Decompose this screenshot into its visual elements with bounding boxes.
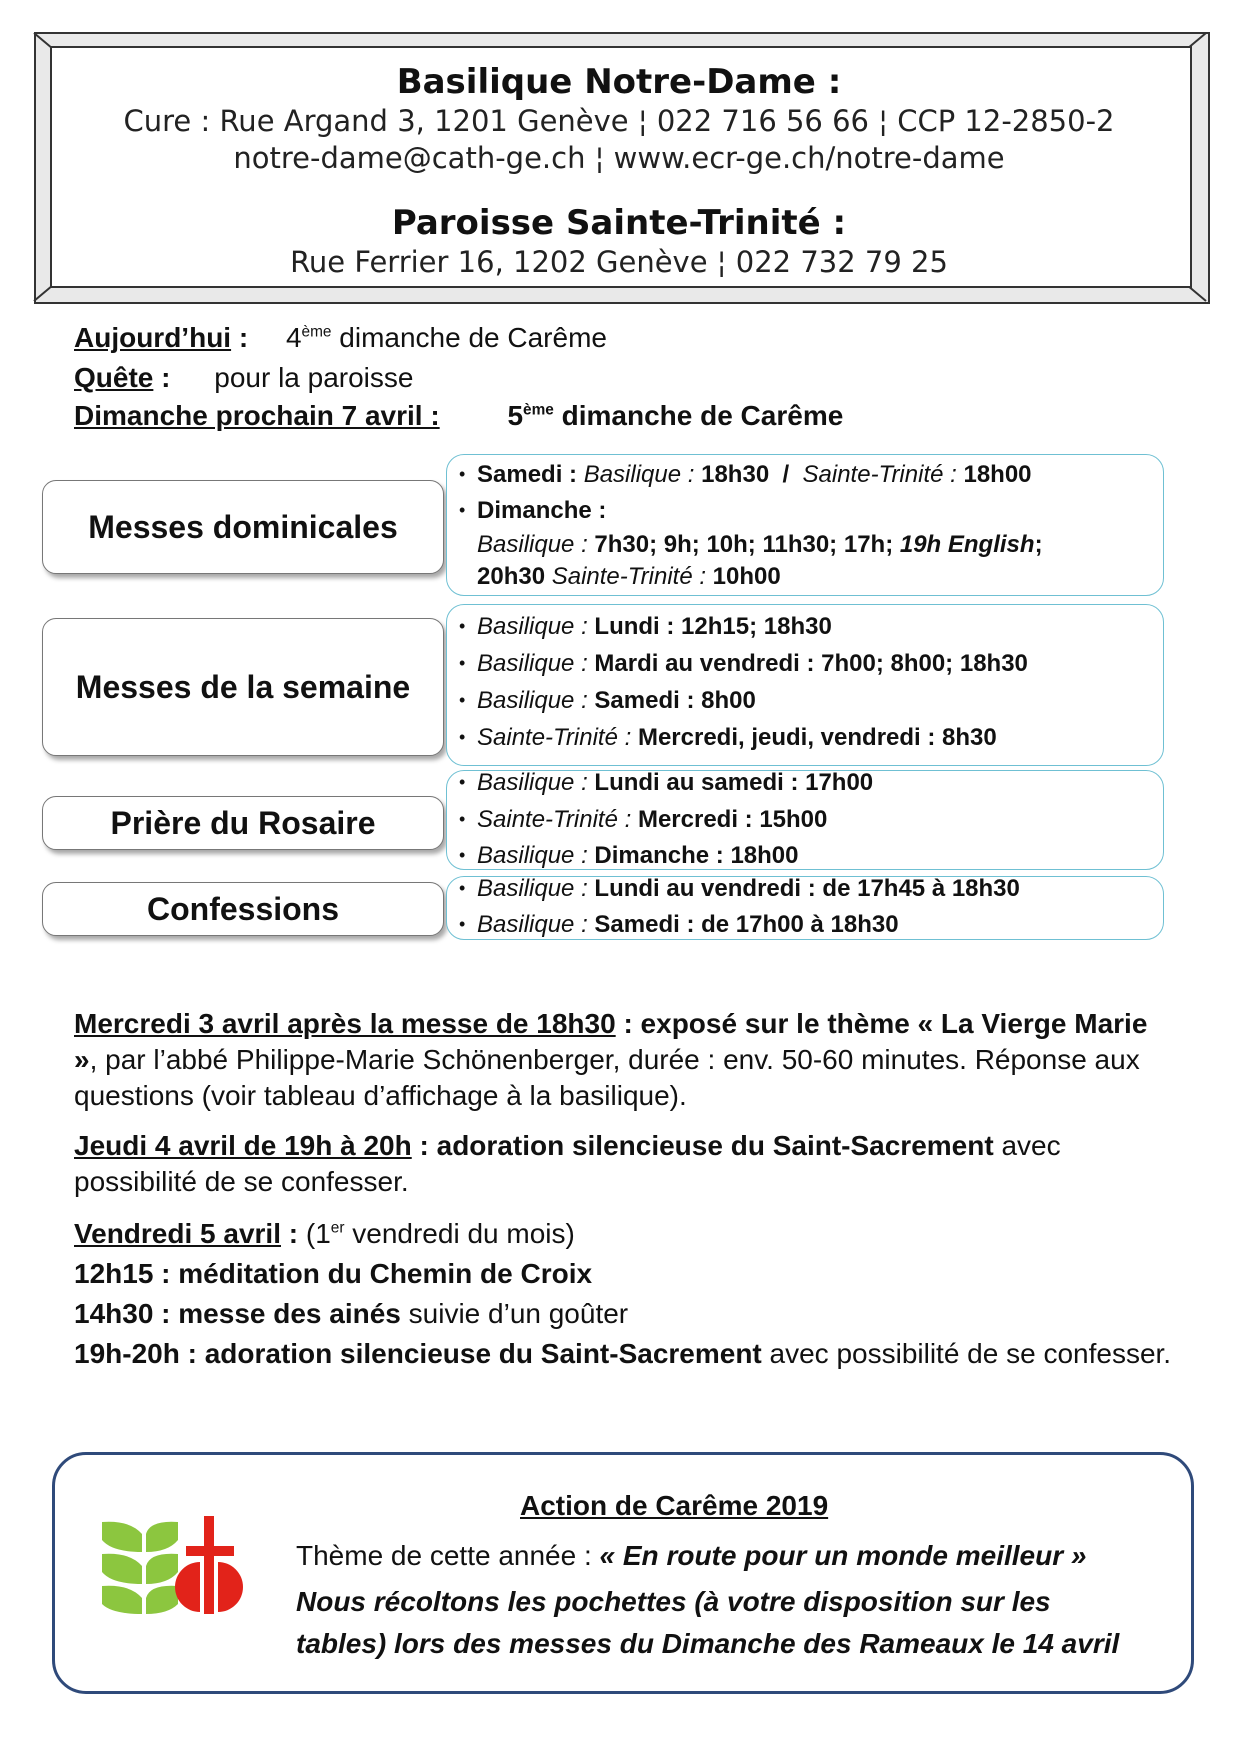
today-sup: ème (301, 323, 332, 341)
trinite-address: Rue Ferrier 16, 1202 Genève ¦ 022 732 79 25 (290, 245, 948, 279)
sem-line-3: • Basilique : Samedi : 8h00 (459, 687, 756, 714)
jeudi-date: Jeudi 4 avril de 19h à 20h (74, 1130, 412, 1161)
action-line-3: tables) lors des messes du Dimanche des Rameaux le 14 avril (296, 1628, 1120, 1659)
label-confessions: Confessions (42, 882, 444, 936)
vendredi-paren-text: vendredi du mois) (344, 1218, 575, 1249)
announce-jeudi (74, 1128, 1174, 1200)
sched-confessions (446, 876, 1164, 940)
action-line-2: Nous récoltons les pochettes (à votre disposition sur les (296, 1586, 1051, 1617)
sched-rosaire (446, 770, 1164, 870)
conf-line-1: • Basilique : Lundi au vendredi : de 17h45 à 18h30 (459, 875, 1020, 902)
basilique-contact: notre-dame@cath-ge.ch ¦ www.ecr-ge.ch/notre-dame (233, 141, 1005, 175)
action-title: Action de Carême 2019 (520, 1490, 829, 1521)
sem-line-2: • Basilique : Mardi au vendredi : 7h00; 8h00; 18h30 (459, 650, 1028, 677)
sched-dominicales (446, 454, 1164, 596)
vendredi-item-1: 12h15 : méditation du Chemin de Croix (74, 1258, 593, 1289)
next-line (74, 400, 843, 432)
mercredi-date: Mercredi 3 avril après la messe de 18h30 (74, 1008, 616, 1039)
next-text: dimanche de Carême (553, 400, 844, 431)
sem-line-1: • Basilique : Lundi : 12h15; 18h30 (459, 613, 832, 640)
vendredi-sup: er (330, 1219, 345, 1237)
mercredi-bold: : exposé sur le thème « La Vierge Marie » (74, 1008, 1148, 1075)
jeudi-text: avec possibilité de se confesser. (74, 1130, 1061, 1197)
trinite-title: Paroisse Sainte-Trinité : (391, 203, 847, 243)
sched-semaine (446, 604, 1164, 766)
vendredi-item-3-bold: 19h-20h : adoration silencieuse du Saint-Sacrement (74, 1338, 762, 1369)
vendredi-date: Vendredi 5 avril (74, 1218, 281, 1249)
vendredi-item-2-bold: 14h30 : messe des ainés (74, 1298, 401, 1329)
dom-line-4: 20h30 Sainte-Trinité : 10h00 (477, 563, 781, 590)
vendredi-item-3-text: avec possibilité de se confesser. (761, 1338, 1172, 1369)
ros-line-3: • Basilique : Dimanche : 18h00 (459, 842, 799, 869)
action-theme-prefix: Thème de cette année : (296, 1540, 600, 1571)
today-label: Aujourd’hui (74, 322, 232, 353)
action-theme-line (296, 1540, 1086, 1572)
announce-mercredi (74, 1006, 1174, 1114)
dom-line-3: Basilique : 7h30; 9h; 10h; 11h30; 17h; 19h English; (477, 531, 1043, 558)
ros-line-2: • Sainte-Trinité : Mercredi : 15h00 (459, 806, 828, 833)
today-line (74, 322, 607, 354)
action-careme-logo-icon (100, 1516, 250, 1616)
dom-line-2: • Dimanche : (459, 497, 607, 524)
quete-line (74, 362, 413, 394)
today-colon: : (231, 322, 249, 353)
basilique-title: Basilique Notre-Dame : (396, 62, 842, 102)
mercredi-text: , par l’abbé Philippe-Marie Schönenberger, durée : env. 50-60 minutes. Réponse aux questions (voir tableau d’affichage à la basilique). (74, 1044, 1140, 1111)
next-num: 5 (507, 400, 524, 431)
vendredi-colon: : (281, 1218, 299, 1249)
conf-line-2: • Basilique : Samedi : de 17h00 à 18h30 (459, 911, 899, 938)
ros-line-1: • Basilique : Lundi au samedi : 17h00 (459, 769, 874, 796)
action-theme: « En route pour un monde meilleur » (599, 1540, 1087, 1571)
quete-colon: : (153, 362, 171, 393)
dom-line-1: • Samedi : Basilique : 18h30 / Sainte-Trinité : 18h00 (459, 461, 1032, 488)
next-label: Dimanche prochain 7 avril : (74, 400, 440, 431)
today-num: 4 (285, 322, 302, 353)
sem-line-4: • Sainte-Trinité : Mercredi, jeudi, vendredi : 8h30 (459, 724, 997, 751)
next-sup: ème (523, 401, 554, 419)
jeudi-bold: : adoration silencieuse du Saint-Sacrement (411, 1130, 994, 1161)
vendredi-item-2-text: suivie d’un goûter (400, 1298, 629, 1329)
announce-vendredi (74, 1216, 1174, 1372)
basilique-address: Cure : Rue Argand 3, 1201 Genève ¦ 022 716 56 66 ¦ CCP 12-2850-2 (123, 104, 1115, 138)
quete-text: pour la paroisse (214, 362, 414, 393)
quete-label: Quête (74, 362, 154, 393)
vendredi-paren-open: (1 (298, 1218, 331, 1249)
label-messes-dominicales: Messes dominicales (42, 480, 444, 574)
label-priere-rosaire: Prière du Rosaire (42, 796, 444, 850)
label-messes-semaine: Messes de la semaine (42, 618, 444, 756)
today-text: dimanche de Carême (331, 322, 607, 353)
